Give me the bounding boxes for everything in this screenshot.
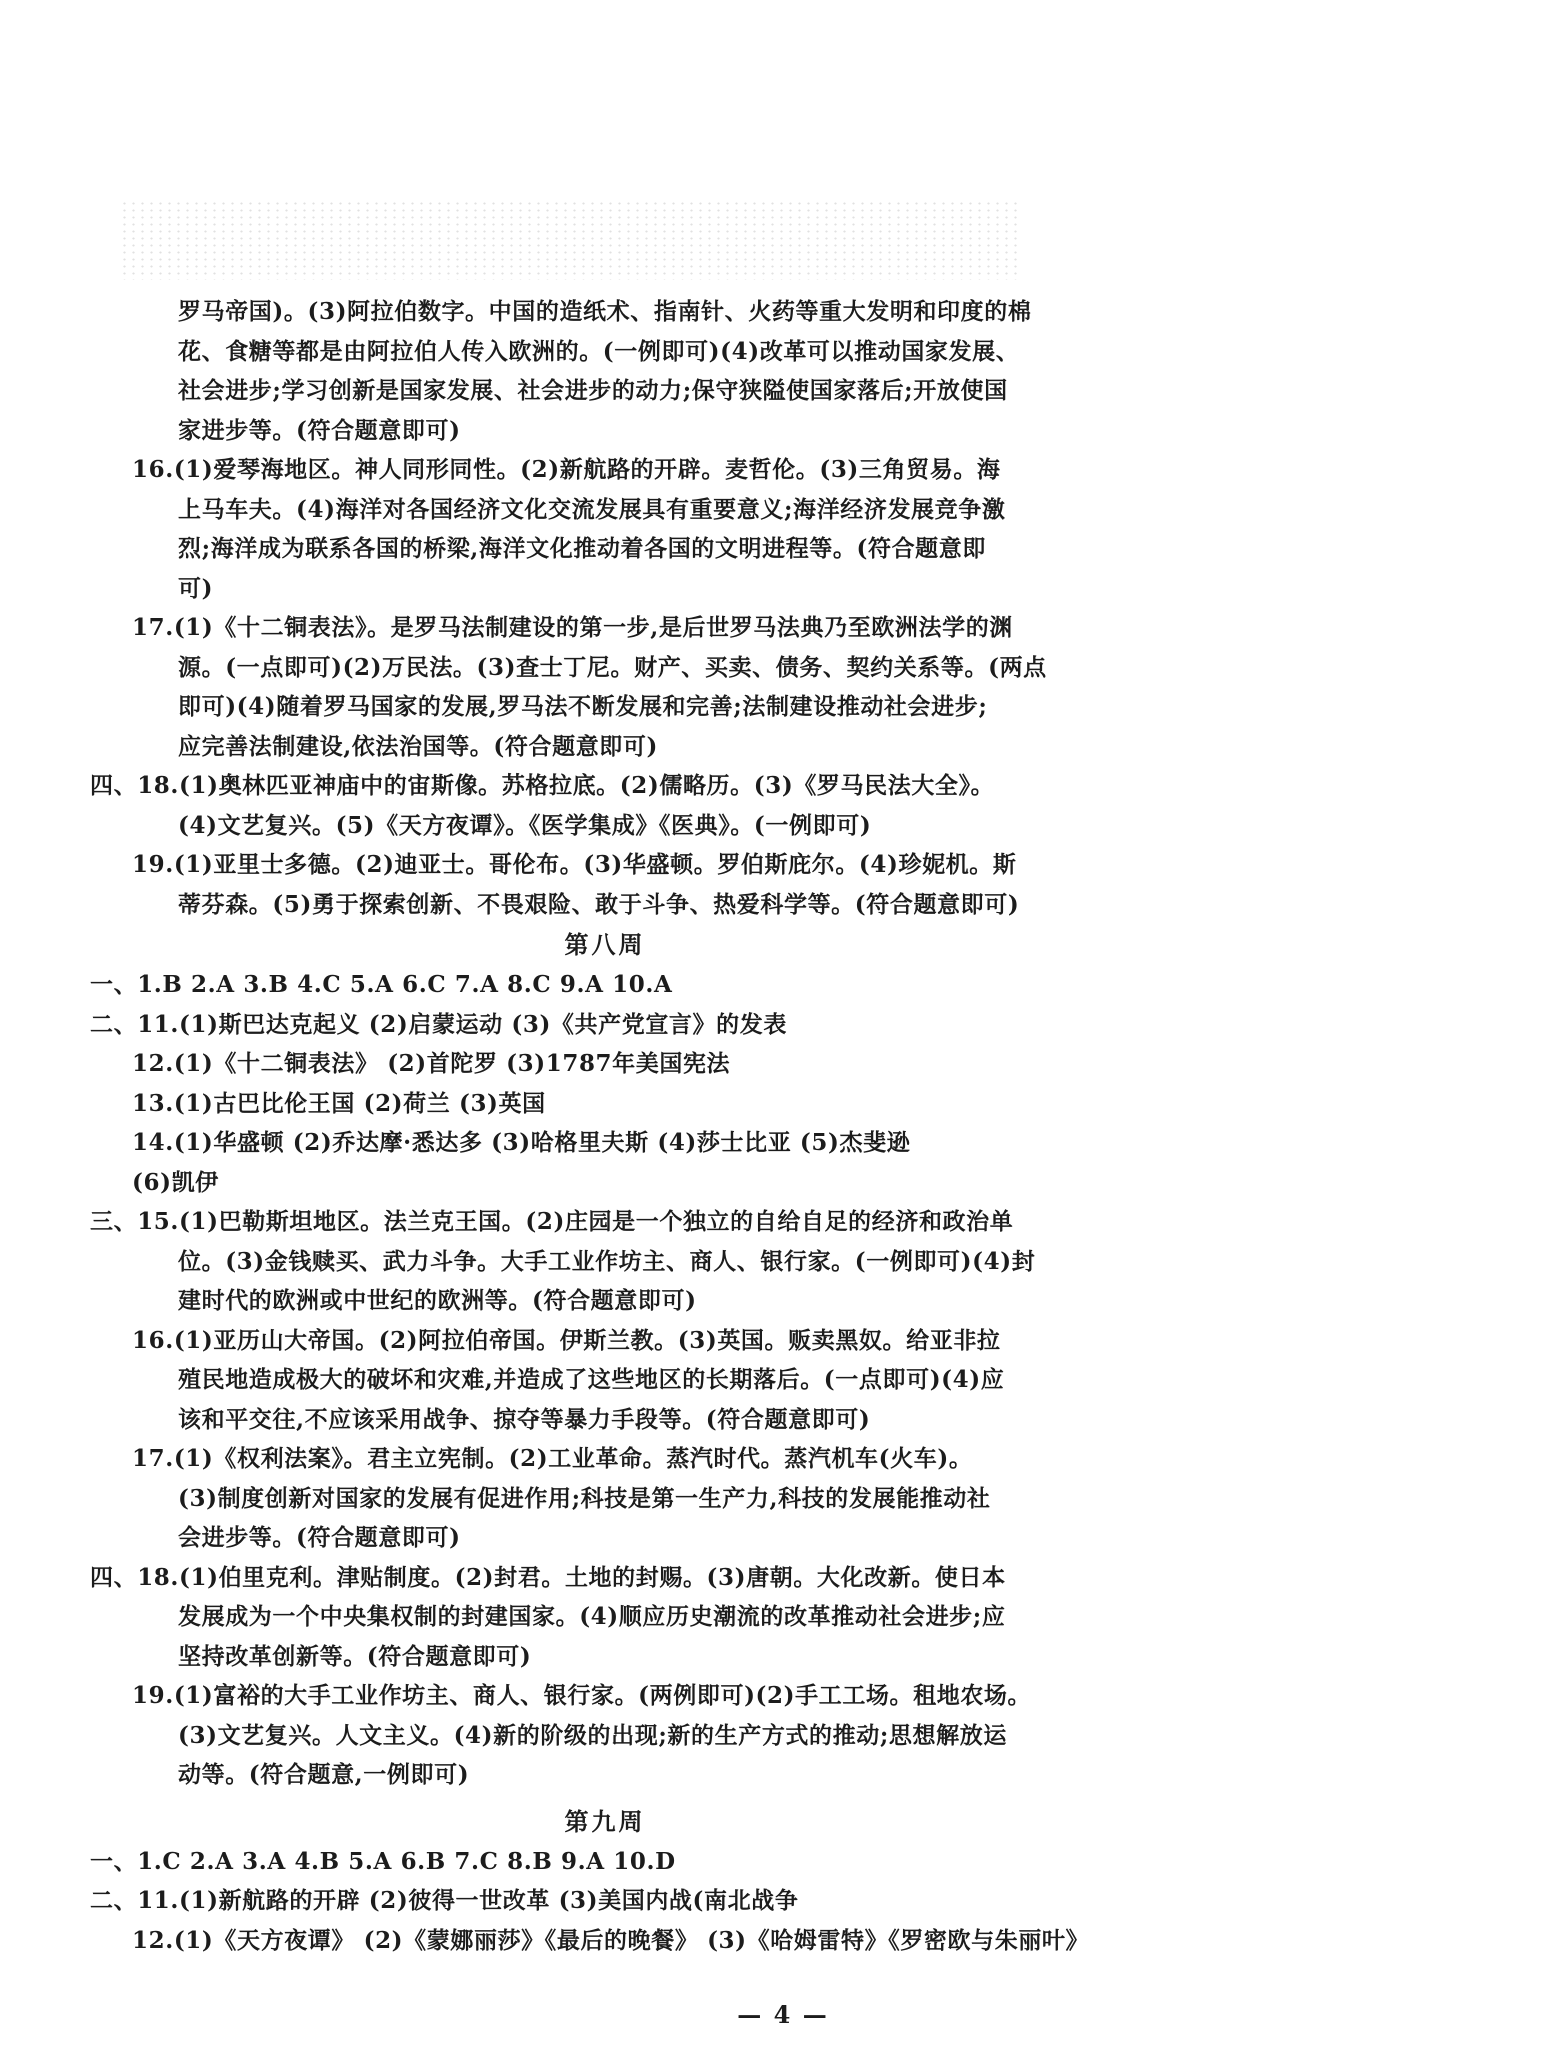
answer-line: 应完善法制建设,依法治国等。(符合题意即可) xyxy=(178,732,658,760)
answer-line: 19.(1)富裕的大手工业作坊主、商人、银行家。(两例即可)(2)手工工场。租地农场。 xyxy=(132,1682,1032,1709)
answer-line: 罗马帝国)。(3)阿拉伯数字。中国的造纸术、指南针、火药等重大发明和印度的棉 xyxy=(178,298,1032,325)
answer-content xyxy=(90,292,1090,1960)
answer-line: 该和平交往,不应该采用战争、掠夺等暴力手段等。(符合题意即可) xyxy=(178,1405,871,1433)
answer-line: (6)凯伊 xyxy=(132,1168,219,1196)
answer-line: 上马车夫。(4)海洋对各国经济文化交流发展具有重要意义;海洋经济发展竞争激 xyxy=(178,495,1006,523)
answer-line: 12.(1)《天方夜谭》 (2)《蒙娜丽莎》《最后的晚餐》 (3)《哈姆雷特》《罗密欧与朱丽叶》 xyxy=(132,1926,1090,1954)
answer-line: 四、18.(1)奥林匹亚神庙中的宙斯像。苏格拉底。(2)儒略历。(3)《罗马民法大全》。 xyxy=(90,772,995,799)
answer-line: 家进步等。(符合题意即可) xyxy=(178,416,461,444)
answer-line: 即可)(4)随着罗马国家的发展,罗马法不断发展和完善;法制建设推动社会进步; xyxy=(178,693,988,720)
answer-line: 殖民地造成极大的破坏和灾难,并造成了这些地区的长期落后。(一点即可)(4)应 xyxy=(178,1366,1005,1393)
answer-line: 可) xyxy=(178,574,214,602)
answer-line: 二、11.(1)斯巴达克起义 (2)启蒙运动 (3)《共产党宣言》的发表 xyxy=(90,1010,787,1038)
answer-line: 一、1.B 2.A 3.B 4.C 5.A 6.C 7.A 8.C 9.A 10.A xyxy=(90,971,673,998)
answer-line: 二、11.(1)新航路的开辟 (2)彼得一世改革 (3)美国内战(南北战争 xyxy=(90,1887,799,1914)
answer-line: 17.(1)《权利法案》。君主立宪制。(2)工业革命。蒸汽时代。蒸汽机车(火车)。 xyxy=(132,1445,973,1472)
answer-line: (4)文艺复兴。(5)《天方夜谭》。《医学集成》《医典》。(一例即可) xyxy=(178,811,872,839)
answer-line: (3)制度创新对国家的发展有促进作用;科技是第一生产力,科技的发展能推动社 xyxy=(178,1484,991,1512)
answer-line: 位。(3)金钱赎买、武力斗争。大手工业作坊主、商人、银行家。(一例即可)(4)封 xyxy=(178,1247,1036,1275)
answer-line: 一、1.C 2.A 3.A 4.B 5.A 6.B 7.C 8.B 9.A 10.D xyxy=(90,1847,676,1875)
answer-line: 发展成为一个中央集权制的封建国家。(4)顺应历史潮流的改革推动社会进步;应 xyxy=(178,1603,1006,1630)
answer-line: 源。(一点即可)(2)万民法。(3)查士丁尼。财产、买卖、债务、契约关系等。(两点 xyxy=(178,653,1047,681)
continued-answers xyxy=(90,292,1090,924)
section-heading-week9: 第九周 xyxy=(564,1806,646,1836)
answer-line: 16.(1)爱琴海地区。神人同形同性。(2)新航路的开辟。麦哲伦。(3)三角贸易。海 xyxy=(132,456,1001,483)
answer-line: 14.(1)华盛顿 (2)乔达摩·悉达多 (3)哈格里夫斯 (4)莎士比亚 (5)杰斐逊 xyxy=(132,1129,911,1156)
answer-line: 13.(1)古巴比伦王国 (2)荷兰 (3)英国 xyxy=(132,1089,546,1117)
scan-noise xyxy=(120,200,1020,280)
answer-line: 蒂芬森。(5)勇于探索创新、不畏艰险、敢于斗争、热爱科学等。(符合题意即可) xyxy=(178,890,1020,918)
answer-line: 19.(1)亚里士多德。(2)迪亚士。哥伦布。(3)华盛顿。罗伯斯庇尔。(4)珍妮机。斯 xyxy=(132,851,1017,878)
answer-line: 12.(1)《十二铜表法》 (2)首陀罗 (3)1787年美国宪法 xyxy=(132,1050,731,1077)
answer-line: 建时代的欧洲或中世纪的欧洲等。(符合题意即可) xyxy=(178,1287,697,1314)
answer-line: 16.(1)亚历山大帝国。(2)阿拉伯帝国。伊斯兰教。(3)英国。贩卖黑奴。给亚非拉 xyxy=(132,1326,1001,1354)
answer-line: 烈;海洋成为联系各国的桥梁,海洋文化推动着各国的文明进程等。(符合题意即 xyxy=(178,535,986,562)
answer-line: 四、18.(1)伯里克利。津贴制度。(2)封君。土地的封赐。(3)唐朝。大化改新。使日本 xyxy=(90,1563,1006,1591)
answer-line: 社会进步;学习创新是国家发展、社会进步的动力;保守狭隘使国家落后;开放使国 xyxy=(178,377,1008,404)
section-heading-week8: 第八周 xyxy=(564,930,646,959)
answer-line: 坚持改革创新等。(符合题意即可) xyxy=(178,1642,532,1670)
answer-line: 会进步等。(符合题意即可) xyxy=(178,1524,461,1551)
answer-line: 花、食糖等都是由阿拉伯人传入欧洲的。(一例即可)(4)改革可以推动国家发展、 xyxy=(178,337,1020,365)
page-number: — 4 — xyxy=(737,2000,829,2029)
week8-answers xyxy=(90,965,1090,1795)
week9-answers xyxy=(90,1842,1090,1961)
answer-line: 动等。(符合题意,一例即可) xyxy=(178,1761,470,1788)
answer-line: 三、15.(1)巴勒斯坦地区。法兰克王国。(2)庄园是一个独立的自给自足的经济和政治单 xyxy=(90,1208,1014,1235)
answer-line: (3)文艺复兴。人文主义。(4)新的阶级的出现;新的生产方式的推动;思想解放运 xyxy=(178,1721,1007,1749)
answer-line: 17.(1)《十二铜表法》。是罗马法制建设的第一步,是后世罗马法典乃至欧洲法学的渊 xyxy=(132,614,1013,641)
